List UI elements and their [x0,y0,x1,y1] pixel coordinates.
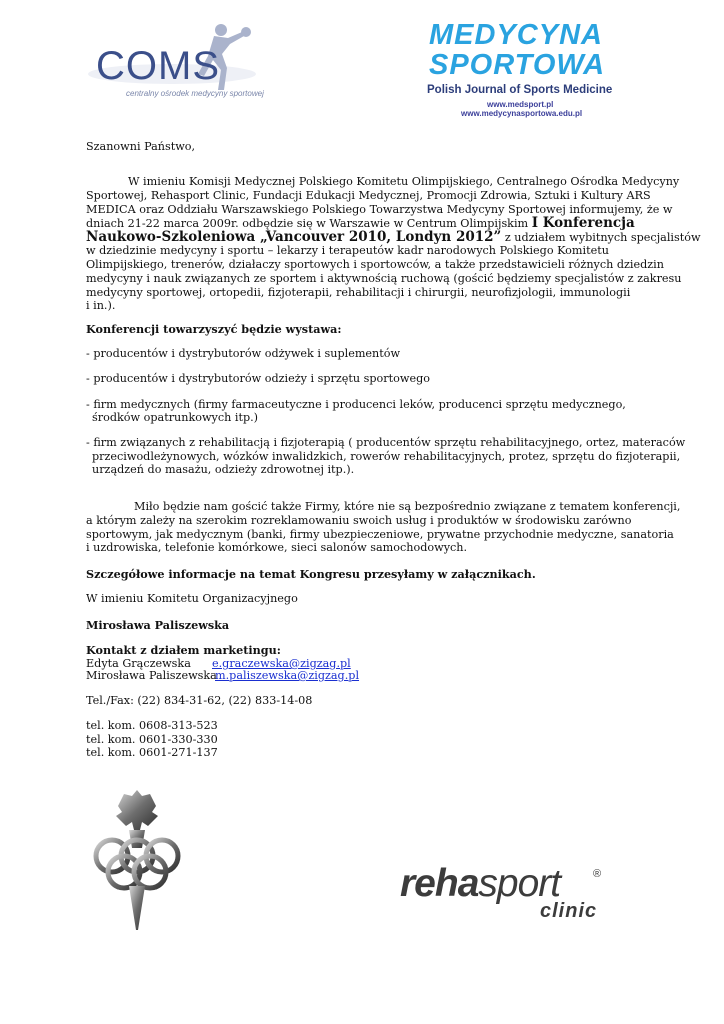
exhibit-item-3a: - firm medycznych (firmy farmaceutyczne i producenci leków, producenci sprzętu medycznego, [86,398,626,411]
p1-rest-4: medycyny sportowej, ortopedii, fizjoterapii, rehabilitacji i chirurgii, neurofizjologii, immunologii [86,286,631,299]
medsport-subtitle: Polish Journal of Sports Medicine [427,84,613,96]
medsport-url-2: www.medycynasportowa.edu.pl [461,109,583,118]
medsport-title-line1: MEDYCYNA [429,19,603,51]
p1-line-3: MEDICA oraz Oddziału Warszawskiego Polskiego Towarzystwa Medycyny Sportowej informujemy, że w [86,203,673,216]
p1-rest-5: i in.). [86,299,116,312]
p1-after-bold: z udziałem wybitnych specjalistów [501,231,701,244]
rehasport-clinic-label: clinic [540,900,598,922]
coms-name: COMS [96,44,220,88]
rehasport-part1: reha [400,862,479,905]
p2-line-1: Miło będzie nam gościć także Firmy, które nie są bezpośrednio związane z tematem konferencji, [134,500,681,513]
mobile-3: tel. kom. 0601-271-137 [86,746,218,759]
contact-name-2: Mirosława Paliszewska [86,669,217,682]
mobile-1: tel. kom. 0608-313-523 [86,719,218,732]
salutation: Szanowni Państwo, [86,140,196,153]
signature: Mirosława Paliszewska [86,618,230,632]
exhibit-item-4b: przeciwodleżynowych, wózków inwalidzkich, rowerów rehabilitacyjnych, protez, sprzętu do fizjoterapii, [92,450,681,463]
exhibit-item-3b: środków opatrunkowych itp.) [92,411,259,424]
contact-heading: Kontakt z działem marketingu: [86,643,281,657]
rehasport-wordmark [400,862,560,906]
p2-line-3: sportowym, jak medycznym (banki, firmy ubezpieczeniowe, prywatne przychodnie medyczne, sanatoria [86,528,674,541]
exhibit-item-2: - producentów i dystrybutorów odzieży i sprzętu sportowego [86,372,430,385]
mobile-2: tel. kom. 0601-330-330 [86,733,218,746]
p1-line-2: Sportowej, Rehasport Clinic, Fundacji Edukacji Medycznej, Promocji Zdrowia, Sztuki i Kultury ARS [86,189,651,202]
p1-line-1: W imieniu Komisji Medycznej Polskiego Komitetu Olimpijskiego, Centralnego Ośrodka Medycyny [128,175,680,188]
rehasport-part2: sport [478,862,561,905]
rehasport-clinic-logo [400,862,610,930]
conference-title-a: I Konferencja [531,215,635,231]
on-behalf: W imieniu Komitetu Organizacyjnego [86,592,298,605]
tel-fax: Tel./Fax: (22) 834-31-62, (22) 833-14-08 [86,694,313,707]
contact-email-2[interactable]: m.paliszewska@zigzag.pl [215,669,360,682]
p1-line-5 [86,230,701,245]
exhibition-heading: Konferencji towarzyszyć będzie wystawa: [86,322,342,336]
olympic-committee-emblem [82,782,192,932]
exhibit-item-4c: urządzeń do masażu, odzieży zdrowotnej itp.). [92,463,355,476]
exhibit-item-4a: - firm związanych z rehabilitacją i fizjoterapią ( producentów sprzętu rehabilitacyjnego, ortez, materaców [86,436,686,449]
contact-name-1: Edyta Grączewska [86,657,191,670]
p2-line-2: a którym zależy na szerokim rozreklamowaniu swoich usług i produktów w środowisku zarówno [86,514,632,527]
coms-subtitle: centralny ośrodek medycyny sportowej [126,89,264,98]
p1-rest-2: Olimpijskiego, trenerów, działaczy sportowych i sportowców, a także przedstawicieli różnych dziedzin [86,258,664,271]
eagle-olympic-rings-icon [82,782,192,932]
medycyna-sportowa-logo [425,20,625,125]
medsport-title-line2: SPORTOWA [429,49,606,81]
p1-rest-1: w dziedzinie medycyny i sportu – lekarzy i terapeutów kadr narodowych Polskiego Komitetu [86,244,609,257]
p2-line-4: i uzdrowiska, telefonie komórkowe, sieci salonów samochodowych. [86,541,468,554]
coms-logo [86,14,264,106]
p1-rest-3: medycyny i nauk związanych ze sportem i aktywnością ruchową (gościć będziemy specjalistów z zakresu [86,272,682,285]
exhibit-item-1: - producentów i dystrybutorów odżywek i suplementów [86,347,401,360]
conference-title-b: Naukowo-Szkoleniowa „Vancouver 2010, Londyn 2012” [86,229,502,245]
details-note: Szczegółowe informacje na temat Kongresu przesyłamy w załącznikach. [86,567,536,581]
contact-email-1[interactable]: e.graczewska@zigzag.pl [212,657,351,670]
registered-mark: ® [593,868,602,880]
p1-line-4-text: dniach 21-22 marca 2009r. odbędzie się w Warszawie w Centrum Olimpijskim [86,217,529,230]
medsport-url-1: www.medsport.pl [487,100,554,109]
